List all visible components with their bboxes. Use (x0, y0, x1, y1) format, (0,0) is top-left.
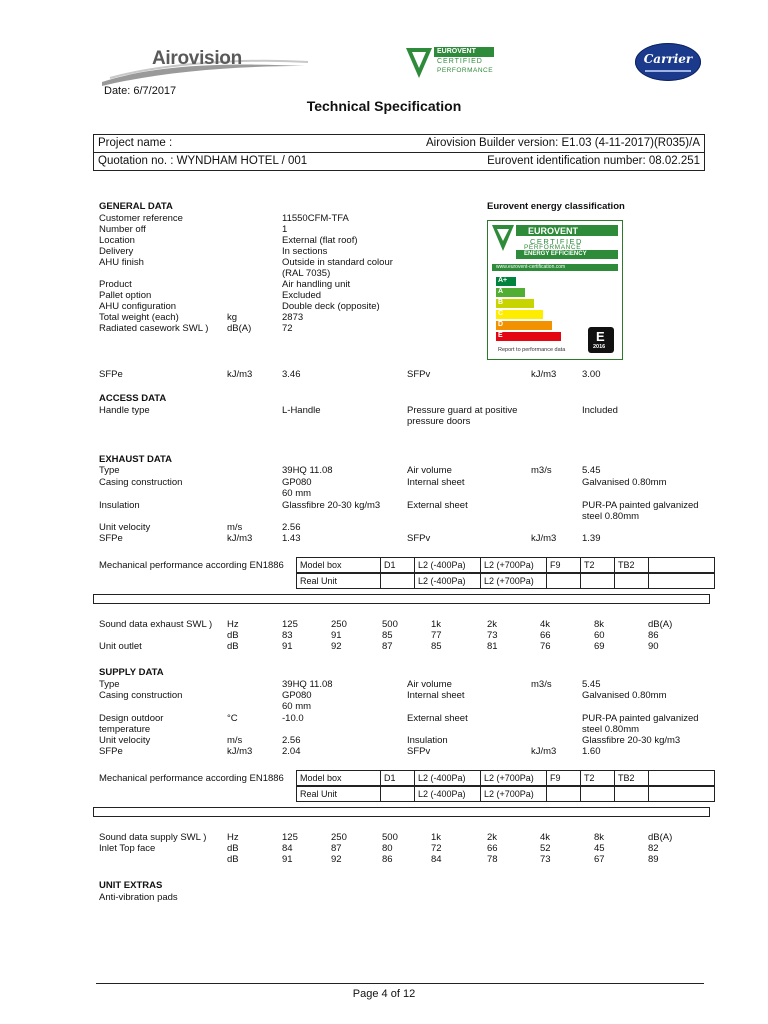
sound-cell: 45 (594, 843, 605, 854)
supply-mech-table (93, 770, 710, 818)
sound-cell: 90 (648, 641, 659, 652)
sound-cell: 1k (431, 832, 442, 843)
general-row-cell: Pallet option (99, 290, 152, 301)
general-row-cell: 2873 (282, 312, 304, 323)
supply-internal-label: Internal sheet (407, 690, 465, 701)
sound-cell: 84 (282, 843, 293, 854)
mech-cell (546, 786, 581, 802)
energy-heading: Eurovent energy classification (487, 201, 625, 212)
supply-external-value-2: steel 0.80mm (582, 724, 640, 735)
supply-internal-value: Galvanised 0.80mm (582, 690, 667, 701)
sound-cell: dB (227, 641, 239, 652)
general-row-cell: In sections (282, 246, 328, 257)
eurovent-certified-logo (404, 44, 496, 80)
pressure-guard-label-1: Pressure guard at positive (407, 405, 518, 416)
mech-cell: L2 (-400Pa) (414, 573, 481, 589)
sfpv-value: 3.00 (582, 369, 601, 380)
exhaust-external-label: External sheet (407, 500, 468, 511)
general-row-cell: Number off (99, 224, 146, 235)
supply-insulation-label: Insulation (407, 735, 448, 746)
supply-velocity-unit: m/s (227, 735, 243, 746)
general-row-cell: 1 (282, 224, 288, 235)
sound-cell: 72 (431, 843, 442, 854)
exhaust-internal-label: Internal sheet (407, 477, 465, 488)
supply-velocity-label: Unit velocity (99, 735, 151, 746)
sound-cell: 66 (487, 843, 498, 854)
sound-cell: Hz (227, 832, 239, 843)
eurovent-certified: CERTIFIED (437, 58, 483, 65)
exhaust-mech-label: Mechanical performance according EN1886 (99, 560, 284, 571)
sound-cell: 84 (431, 854, 442, 865)
eurovent-performance: PERFORMANCE (437, 67, 494, 74)
sound-cell: 76 (540, 641, 551, 652)
exhaust-casing-value-1: GP080 (282, 477, 312, 488)
general-row-cell: Product (99, 279, 132, 290)
sound-cell: Hz (227, 619, 239, 630)
supply-outdoor-label-2: temperature (99, 724, 151, 735)
mech-cell: Model box (296, 557, 381, 573)
airovision-wordmark: Airovision (152, 48, 242, 69)
energy-class-label: E (498, 332, 503, 339)
mech-cell (380, 786, 415, 802)
sound-cell: 250 (331, 619, 347, 630)
mech-cell: L2 (+700Pa) (480, 573, 547, 589)
sound-cell: 82 (648, 843, 659, 854)
general-row-cell: AHU finish (99, 257, 144, 268)
quotation-number: Quotation no. : WYNDHAM HOTEL / 001 (98, 155, 308, 167)
supply-mech-label: Mechanical performance according EN1886 (99, 773, 284, 784)
mech-cell (648, 573, 715, 589)
energy-class-bar (496, 288, 525, 297)
exhaust-insulation-value: Glassfibre 20-30 kg/m3 (282, 500, 381, 511)
sound-cell: 125 (282, 832, 298, 843)
supply-type-value: 39HQ 11.08 (282, 679, 333, 690)
sound-cell: 87 (382, 641, 393, 652)
mech-cell (648, 786, 715, 802)
pressure-guard-value: Included (582, 405, 618, 416)
sound-cell: 85 (431, 641, 442, 652)
builder-version: Airovision Builder version: E1.03 (4-11-2017)(R035)/A (425, 137, 700, 149)
page-title: Technical Specification (306, 98, 462, 114)
exhaust-internal-value: Galvanised 0.80mm (582, 477, 667, 488)
exhaust-air-value: 5.45 (582, 465, 601, 476)
exhaust-casing-label: Casing construction (99, 477, 183, 488)
page-number: Page 4 of 12 (352, 988, 416, 1000)
sfpv-unit: kJ/m3 (531, 369, 557, 380)
sound-cell: 91 (282, 641, 293, 652)
sound-cell: 8k (594, 619, 605, 630)
mech-cell: Real Unit (296, 573, 381, 589)
energy-class-bar (496, 299, 534, 308)
general-row-cell: (RAL 7035) (282, 268, 331, 279)
mech-cell (580, 786, 615, 802)
general-row-cell: Outside in standard colour (282, 257, 393, 268)
sound-cell: 92 (331, 854, 342, 865)
energy-footer: Report to performance data (498, 347, 566, 353)
sound-cell: 78 (487, 854, 498, 865)
general-row-cell: 72 (282, 323, 293, 334)
energy-eurovent: EUROVENT (528, 226, 579, 236)
mech-cell: L2 (-400Pa) (414, 557, 481, 573)
mech-cell: Model box (296, 770, 381, 786)
general-row-cell: Excluded (282, 290, 322, 301)
sound-cell: 2k (487, 619, 498, 630)
sfpe-label: SFPe (99, 369, 123, 380)
exhaust-velocity-unit: m/s (227, 522, 243, 533)
supply-outdoor-label-1: Design outdoor (99, 713, 164, 724)
mech-cell: F9 (546, 557, 581, 573)
mech-cell: L2 (+700Pa) (480, 786, 547, 802)
sound-cell: 87 (331, 843, 342, 854)
energy-class-bar (496, 277, 516, 286)
mech-cell: TB2 (614, 770, 649, 786)
project-name: Project name : (98, 137, 173, 149)
energy-performance: PERFORMANCE (524, 244, 582, 251)
exhaust-type-label: Type (99, 465, 120, 476)
project-header-box (93, 134, 705, 171)
sound-cell: Sound data exhaust SWL ) (99, 619, 213, 630)
sound-cell: 500 (382, 832, 398, 843)
mech-cell: D1 (380, 770, 415, 786)
sound-cell: 69 (594, 641, 605, 652)
eurovent-id: Eurovent identification number: 08.02.251 (487, 155, 700, 167)
sound-cell: 60 (594, 630, 605, 641)
supply-heading: SUPPLY DATA (99, 667, 164, 678)
sound-cell: 250 (331, 832, 347, 843)
energy-year: 2016 (593, 344, 606, 350)
sound-cell: 83 (282, 630, 293, 641)
access-heading: ACCESS DATA (99, 393, 167, 404)
sound-cell: dB(A) (648, 619, 673, 630)
mech-cell (648, 770, 715, 786)
general-heading: GENERAL DATA (99, 201, 173, 212)
energy-class-label: B (498, 299, 504, 306)
mech-bar (93, 594, 710, 604)
mech-cell (580, 573, 615, 589)
supply-external-label: External sheet (407, 713, 468, 724)
exhaust-velocity-value: 2.56 (282, 522, 301, 533)
sound-cell: 125 (282, 619, 298, 630)
sound-cell: 66 (540, 630, 551, 641)
supply-sfpv-label: SFPv (407, 746, 431, 757)
general-row-cell: Location (99, 235, 135, 246)
mech-cell: T2 (580, 770, 615, 786)
general-row-cell: External (flat roof) (282, 235, 358, 246)
supply-sfpe-value: 2.04 (282, 746, 301, 757)
mech-bar (93, 807, 710, 817)
sound-cell: 67 (594, 854, 605, 865)
sound-cell: 8k (594, 832, 605, 843)
sound-cell: 1k (431, 619, 442, 630)
energy-url: www.eurovent-certification.com (496, 264, 566, 270)
sound-cell: 89 (648, 854, 659, 865)
supply-sfpe-unit: kJ/m3 (227, 746, 253, 757)
supply-velocity-value: 2.56 (282, 735, 301, 746)
exhaust-air-label: Air volume (407, 465, 452, 476)
exhaust-sfpv-value: 1.39 (582, 533, 601, 544)
energy-rating: E (596, 329, 605, 344)
sound-cell: Unit outlet (99, 641, 142, 652)
mech-cell: TB2 (614, 557, 649, 573)
exhaust-mech-table (93, 557, 710, 605)
mech-cell (648, 557, 715, 573)
exhaust-heading: EXHAUST DATA (99, 454, 173, 465)
sound-cell: 52 (540, 843, 551, 854)
sound-cell: 77 (431, 630, 442, 641)
supply-casing-value-1: GP080 (282, 690, 312, 701)
general-row-cell: kg (227, 312, 238, 323)
supply-outdoor-value: -10.0 (282, 713, 304, 724)
mech-cell: L2 (-400Pa) (414, 770, 481, 786)
exhaust-type-value: 39HQ 11.08 (282, 465, 333, 476)
handle-type-value: L-Handle (282, 405, 321, 416)
supply-outdoor-unit: °C (227, 713, 238, 724)
sound-cell: Inlet Top face (99, 843, 156, 854)
eurovent-word: EUROVENT (437, 48, 476, 55)
mech-cell: T2 (580, 557, 615, 573)
exhaust-sfpe-value: 1.43 (282, 533, 301, 544)
sound-cell: 92 (331, 641, 342, 652)
energy-class-bar (496, 321, 552, 330)
sound-cell: 73 (487, 630, 498, 641)
sound-cell: dB(A) (648, 832, 673, 843)
energy-class-label: A (498, 288, 504, 295)
sound-cell: 80 (382, 843, 393, 854)
general-row-cell: Customer reference (99, 213, 183, 224)
sfpv-label: SFPv (407, 369, 431, 380)
exhaust-external-value-2: steel 0.80mm (582, 511, 640, 522)
mech-cell: L2 (+700Pa) (480, 770, 547, 786)
general-row-cell: Delivery (99, 246, 134, 257)
pressure-guard-label-2: pressure doors (407, 416, 471, 427)
mech-cell: F9 (546, 770, 581, 786)
mech-cell (614, 573, 649, 589)
energy-class-bar (496, 332, 561, 341)
sound-cell: dB (227, 843, 239, 854)
general-row-cell: Radiated casework SWL ) (99, 323, 209, 334)
exhaust-sfpe-label: SFPe (99, 533, 123, 544)
sfpe-value: 3.46 (282, 369, 301, 380)
general-row-cell: Total weight (each) (99, 312, 179, 323)
mech-cell: Real Unit (296, 786, 381, 802)
sound-cell: 85 (382, 630, 393, 641)
general-row-cell: Air handling unit (282, 279, 351, 290)
mech-cell (546, 573, 581, 589)
sfpe-unit: kJ/m3 (227, 369, 253, 380)
sound-cell: 73 (540, 854, 551, 865)
supply-air-unit: m3/s (531, 679, 552, 690)
footer-divider (96, 983, 704, 984)
supply-casing-value-2: 60 mm (282, 701, 312, 712)
sound-cell: dB (227, 630, 239, 641)
exhaust-sfpe-unit: kJ/m3 (227, 533, 253, 544)
sound-cell: 4k (540, 619, 551, 630)
mech-cell: D1 (380, 557, 415, 573)
energy-rating-badge (588, 327, 614, 353)
sound-cell: 91 (331, 630, 342, 641)
extras-item: Anti-vibration pads (99, 892, 178, 903)
sound-cell: 500 (382, 619, 398, 630)
exhaust-sfpv-label: SFPv (407, 533, 431, 544)
handle-type-label: Handle type (99, 405, 150, 416)
extras-heading: UNIT EXTRAS (99, 880, 163, 891)
energy-certified: CERTIFIED (530, 237, 583, 246)
sound-cell: 2k (487, 832, 498, 843)
mech-cell (380, 573, 415, 589)
date: Date: 6/7/2017 (104, 85, 177, 97)
exhaust-external-value-1: PUR-PA painted galvanized (582, 500, 699, 511)
supply-air-label: Air volume (407, 679, 452, 690)
exhaust-velocity-label: Unit velocity (99, 522, 151, 533)
sound-cell: Sound data supply SWL ) (99, 832, 207, 843)
mech-cell: L2 (+700Pa) (480, 557, 547, 573)
exhaust-air-unit: m3/s (531, 465, 552, 476)
general-row-cell: dB(A) (227, 323, 252, 334)
supply-insulation-value: Glassfibre 20-30 kg/m3 (582, 735, 681, 746)
energy-class-label: D (498, 321, 504, 328)
mech-cell (614, 786, 649, 802)
sound-cell: 91 (282, 854, 293, 865)
supply-sfpv-value: 1.60 (582, 746, 601, 757)
energy-class-bar (496, 310, 543, 319)
energy-class-label: A+ (498, 277, 508, 284)
supply-casing-label: Casing construction (99, 690, 183, 701)
supply-type-label: Type (99, 679, 120, 690)
supply-external-value-1: PUR-PA painted galvanized (582, 713, 699, 724)
sound-cell: 86 (382, 854, 393, 865)
carrier-logo: Carrier (635, 43, 701, 81)
general-row-cell: AHU configuration (99, 301, 177, 312)
sound-cell: 86 (648, 630, 659, 641)
general-row-cell: 11550CFM-TFA (282, 213, 349, 224)
airovision-logo (100, 44, 310, 88)
supply-sfpe-label: SFPe (99, 746, 123, 757)
energy-label (487, 220, 623, 360)
energy-efficiency: ENERGY EFFICIENCY (524, 251, 587, 257)
exhaust-insulation-label: Insulation (99, 500, 140, 511)
sound-cell: dB (227, 854, 239, 865)
supply-sfpv-unit: kJ/m3 (531, 746, 557, 757)
sound-cell: 4k (540, 832, 551, 843)
general-row-cell: Double deck (opposite) (282, 301, 380, 312)
supply-air-value: 5.45 (582, 679, 601, 690)
sound-cell: 81 (487, 641, 498, 652)
energy-class-label: C (498, 310, 504, 317)
exhaust-sfpv-unit: kJ/m3 (531, 533, 557, 544)
mech-cell: L2 (-400Pa) (414, 786, 481, 802)
exhaust-casing-value-2: 60 mm (282, 488, 312, 499)
